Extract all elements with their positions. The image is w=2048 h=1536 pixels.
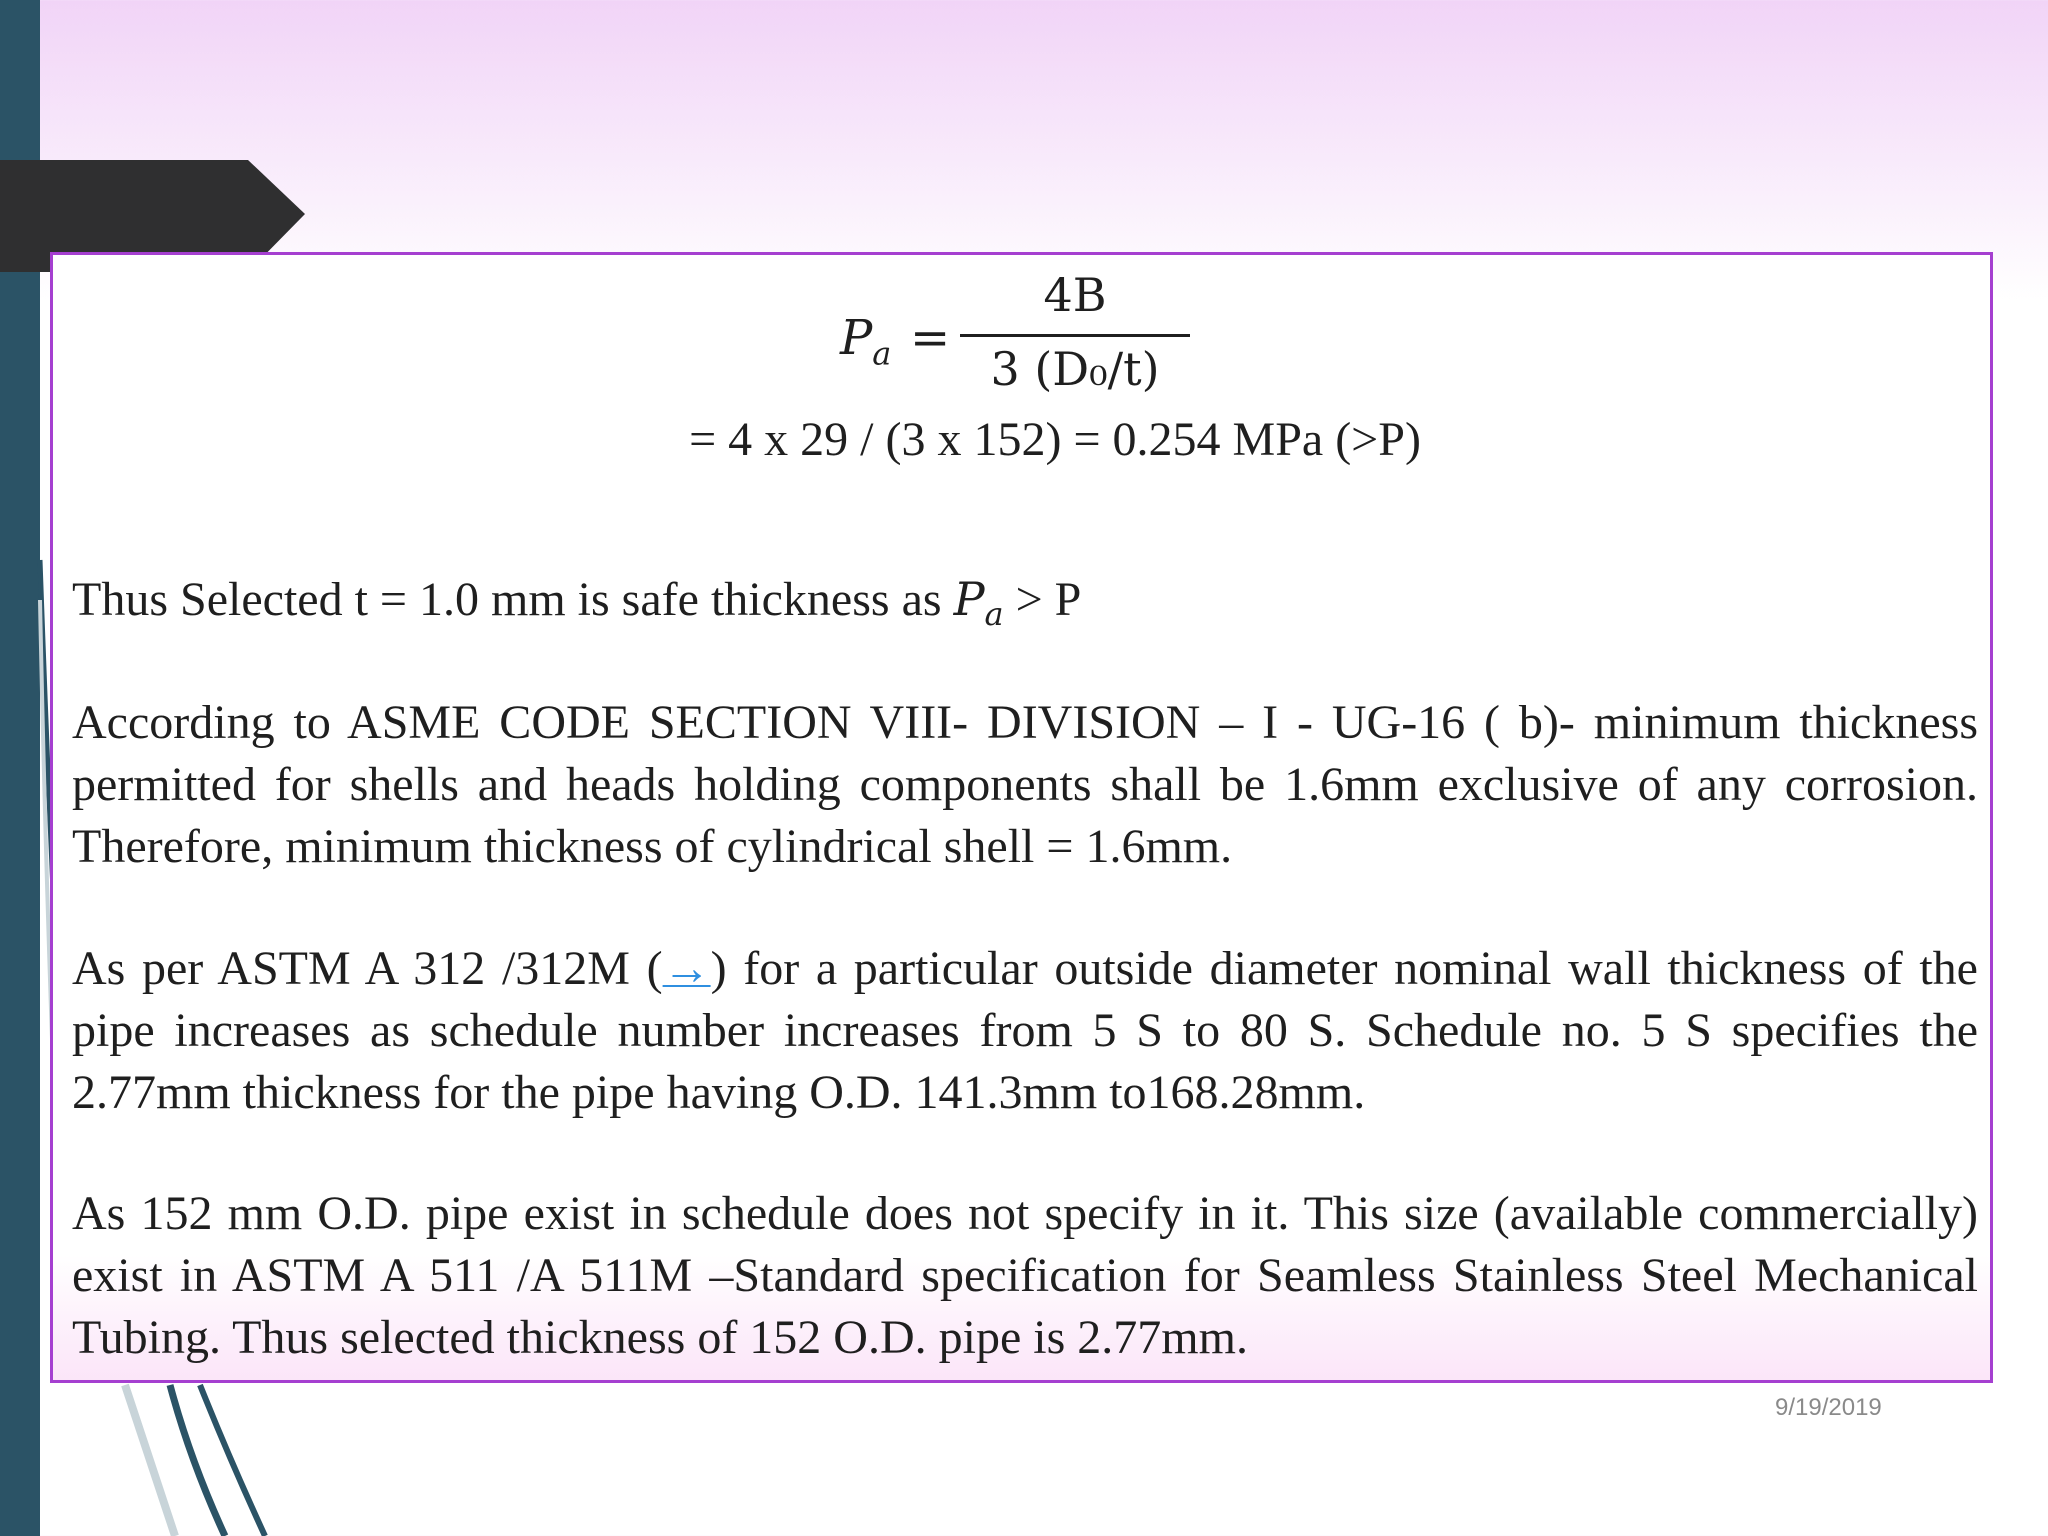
paragraph-safe-thickness: Thus Selected t = 1.0 mm is safe thickness as $P_a > P$ [72,572,1082,634]
calculation-line: = 4 x 29 / (3 x 152) = 0.254 MPa (>P) [689,413,1421,466]
fraction-bar [960,334,1190,337]
paragraph-astm-312: As per ASTM A 312 /312M (→) for a particular outside diameter nominal wall thickness of the pipe increases as schedule number increases from 5 S to 80 S. Schedule no. 5 S specifies the 2.77mm thickness for the pipe having O.D. 141.3mm to168.28mm. [72,942,1978,1119]
paragraph-astm-511: As 152 mm O.D. pipe exist in schedule does not specify in it. This size (available commercially) exist in ASTM A 511 /A 511M –Standard specification for Seamless Stainless Steel Mechanical Tubing. Thus selected thickness of 152 O.D. pipe is 2.77mm. [72,1187,1978,1364]
slide-date: 9/19/2019 [1775,1394,1882,1421]
paragraph-asme-code: According to ASME CODE SECTION VIII- DIVISION – I - UG-16 ( b)- minimum thickness permitted for shells and heads holding components shall be 1.6mm exclusive of any corrosion. Therefore, minimum thickness of cylindrical shell = 1.6mm. [72,696,1978,873]
pa-symbol: $P_a$ [953,572,1004,634]
arrow-link-icon[interactable]: → [662,942,711,995]
formula-numerator: 4B [1043,268,1107,322]
formula-equals: = [910,310,951,366]
formula [840,268,1170,398]
formula-denominator: 3 (D₀/t) [990,342,1160,396]
formula-lhs: $P_a$ [840,310,892,373]
